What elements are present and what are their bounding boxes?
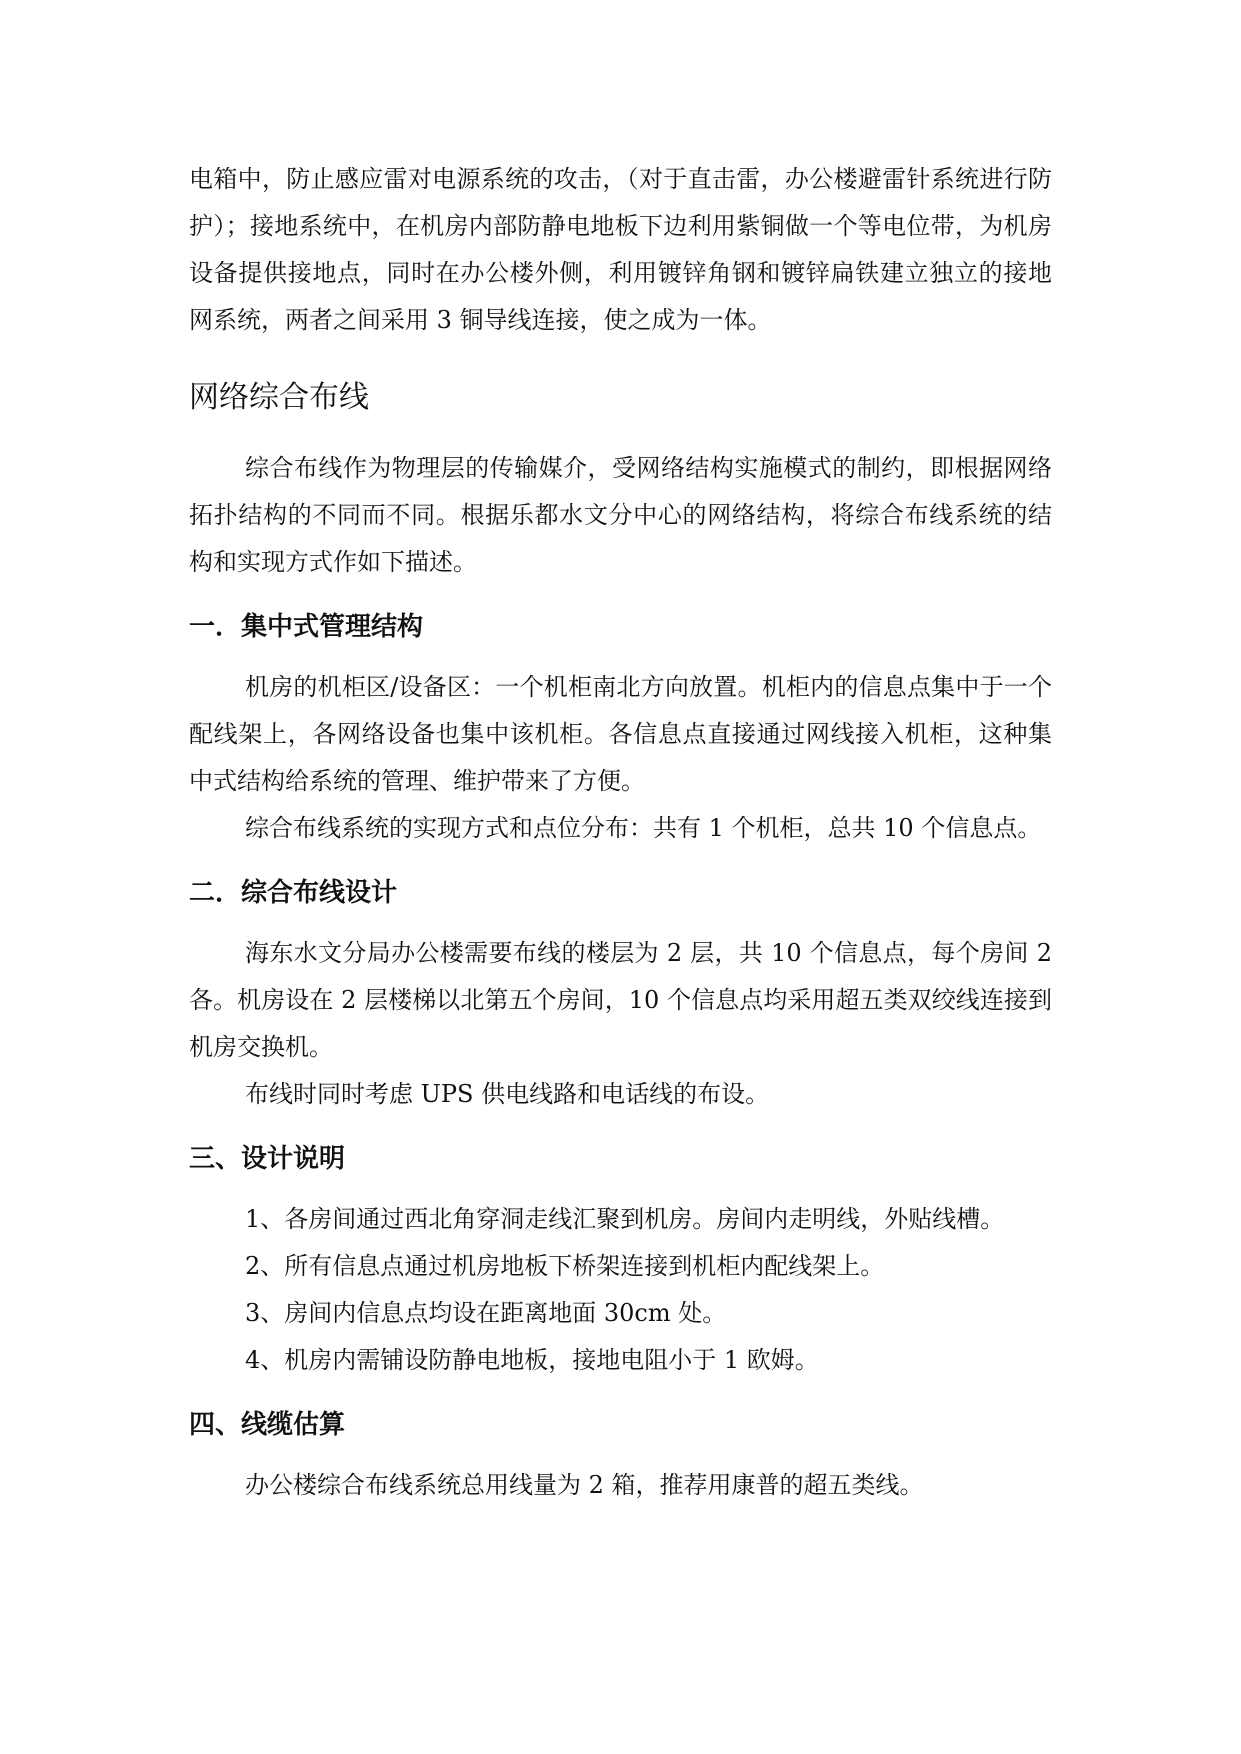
intro-paragraph: 电箱中，防止感应雷对电源系统的攻击，（对于直击雷，办公楼避雷针系统进行防护）；接地系统中，在机房内部防静电地板下边利用紫铜做一个等电位带，为机房设备提供接地点，同时在办公楼外侧，利用镀锌角钢和镀锌扁铁建立独立的接地网系统，两者之间采用 3 铜导线连接，使之成为一体。: [189, 165, 1052, 334]
list-item: 3、房间内信息点均设在距离地面 30cm 处。: [245, 1299, 727, 1327]
list-item: 2、所有信息点通过机房地板下桥架连接到机柜内配线架上。: [245, 1252, 885, 1280]
design-paragraph: 海东水文分局办公楼需要布线的楼层为 2 层，共 10 个信息点，每个房间 2 各。机房设在 2 层楼梯以北第五个房间，10 个信息点均采用超五类双绞线连接到机房交换机。: [189, 939, 1052, 1061]
centralized-summary-paragraph: 综合布线系统的实现方式和点位分布：共有 1 个机柜，总共 10 个信息点。: [245, 814, 1042, 842]
list-item: 1、各房间通过西北角穿洞走线汇聚到机房。房间内走明线，外贴线槽。: [245, 1205, 1005, 1233]
section-title: 网络综合布线: [189, 380, 369, 415]
cable-estimate-paragraph: 办公楼综合布线系统总用线量为 2 箱，推荐用康普的超五类线。: [245, 1471, 924, 1499]
subsection-heading-notes: 三、设计说明: [189, 1144, 346, 1174]
centralized-paragraph: 机房的机柜区/设备区：一个机柜南北方向放置。机柜内的信息点集中于一个配线架上，各网络设备也集中该机柜。各信息点直接通过网线接入机柜，这种集中式结构给系统的管理、维护带来了方便。: [189, 673, 1052, 795]
document-body: [189, 156, 1052, 1509]
section-intro-paragraph: 综合布线作为物理层的传输媒介，受网络结构实施模式的制约，即根据网络拓扑结构的不同而不同。根据乐都水文分中心的网络结构，将综合布线系统的结构和实现方式作如下描述。: [189, 454, 1052, 576]
subsection-heading-design: 二．综合布线设计: [189, 878, 398, 908]
list-item: 4、机房内需铺设防静电地板，接地电阻小于 1 欧姆。: [245, 1346, 819, 1374]
subsection-heading-cable-estimate: 四、线缆估算: [189, 1410, 346, 1440]
design-ups-paragraph: 布线时同时考虑 UPS 供电线路和电话线的布设。: [245, 1080, 770, 1108]
subsection-heading-centralized: 一．集中式管理结构: [189, 612, 424, 642]
